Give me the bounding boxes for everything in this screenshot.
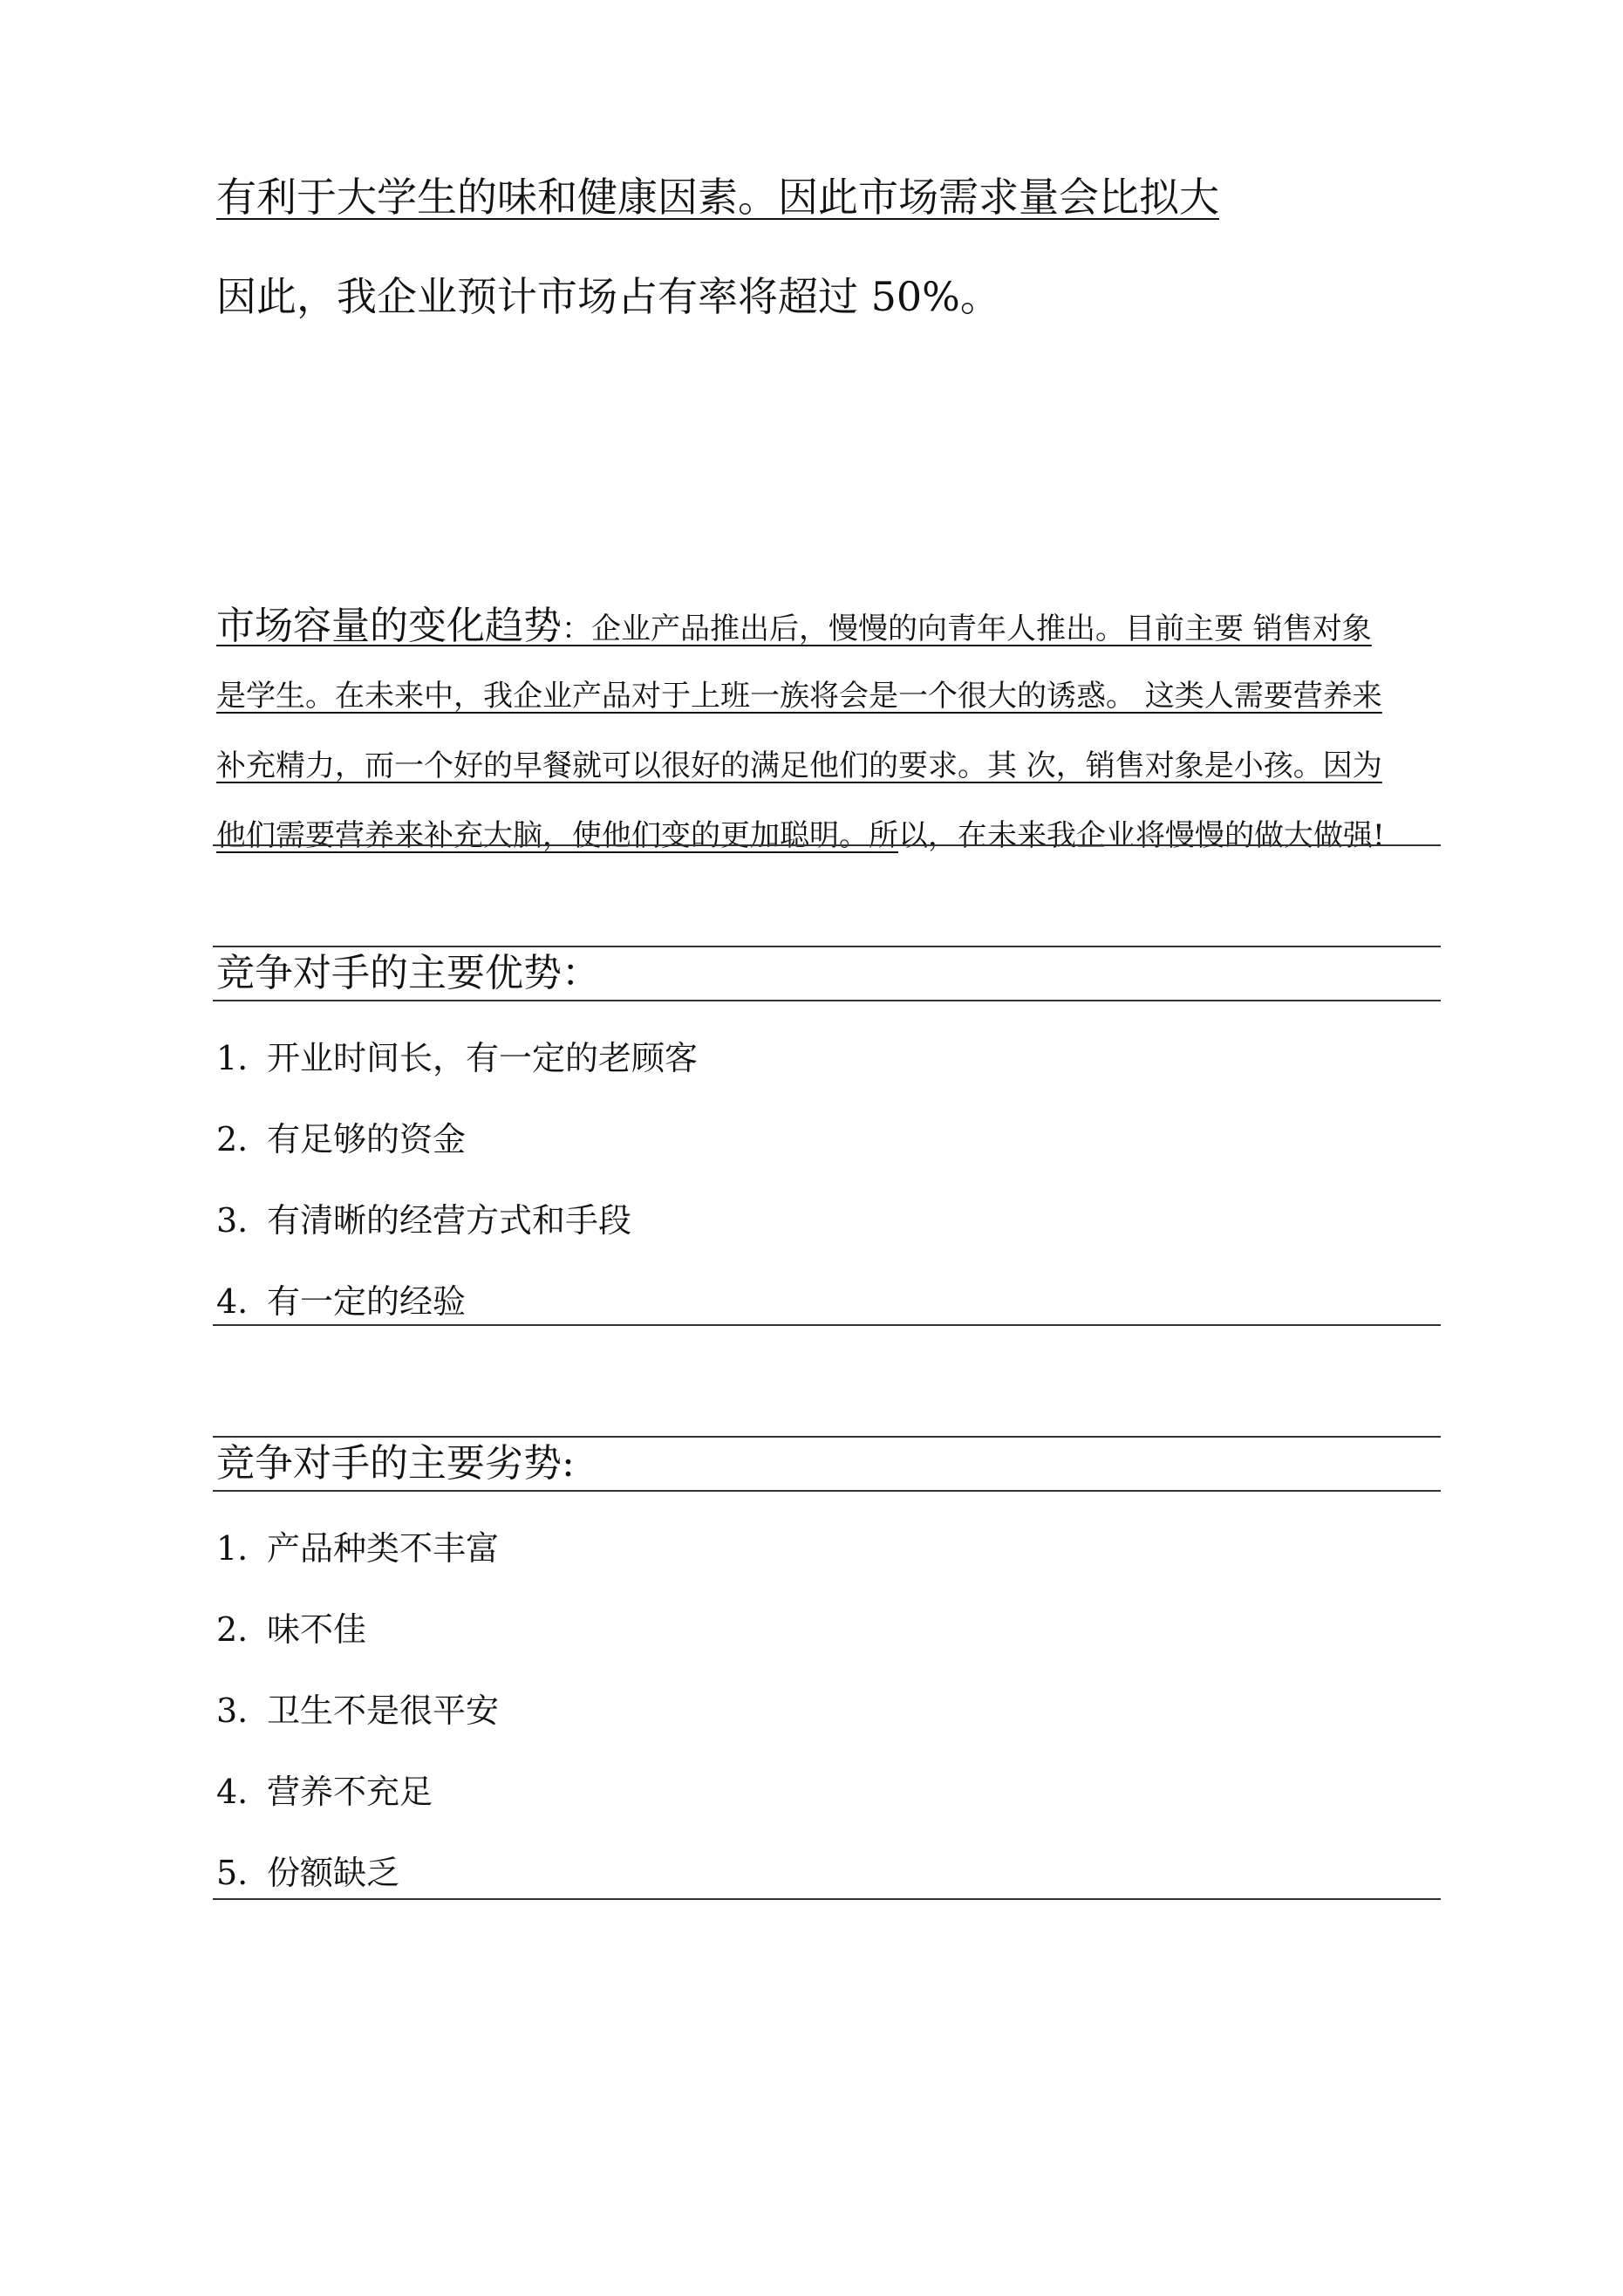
market-trend-heading: 市场容量的变化趋势	[216, 604, 562, 648]
advantages-title-divider	[213, 1000, 1441, 1001]
advantages-title: 竞争对手的主要优势：	[216, 951, 600, 995]
advantages-item-3-num: 3.	[216, 1201, 249, 1240]
disadvantages-item-2-text: 味不佳	[267, 1610, 367, 1649]
market-trend-paragraph	[216, 591, 1437, 871]
disadvantages-title-divider	[213, 1490, 1441, 1492]
market-trend-row-4	[216, 801, 1437, 871]
disadvantages-item-2-num: 2.	[216, 1610, 249, 1649]
advantages-item-2-text: 有足够的资金	[267, 1120, 467, 1158]
disadvantages-item-5-text: 份额缺乏	[267, 1854, 400, 1892]
disadvantages-item-5-num: 5.	[216, 1854, 249, 1892]
disadvantages-item-2	[216, 1606, 366, 1653]
intro-line-1: 有利于大学生的味和健康因素。因此市场需求量会比拟大	[216, 174, 1219, 221]
disadvantages-bottom-divider	[213, 1898, 1441, 1900]
market-trend-row-3	[216, 731, 1437, 801]
disadvantages-item-1-num: 1.	[216, 1529, 249, 1568]
market-trend-row-2	[216, 661, 1437, 731]
advantages-item-1-text: 开业时间长，有一定的老顾客	[267, 1039, 699, 1077]
disadvantages-item-4-num: 4.	[216, 1773, 249, 1811]
advantages-item-1	[216, 1035, 698, 1082]
market-trend-row-4-text: 他们需要营养来补充大脑，使他们变的更加聪明。所	[216, 818, 898, 853]
advantages-item-1-num: 1.	[216, 1039, 249, 1077]
market-trend-row-1-body: ：企业产品推出后，慢慢的向青年人推出。目前主要 销售对象	[562, 612, 1372, 646]
market-trend-row-1-text	[216, 591, 1372, 664]
disadvantages-title: 竞争对手的主要劣势:	[216, 1441, 575, 1486]
disadvantages-item-3-num: 3.	[216, 1691, 249, 1730]
market-trend-row-4-tail: 以，在未来我企业将慢慢的做大做强!	[898, 818, 1385, 853]
disadvantages-item-4	[216, 1768, 433, 1815]
market-trend-row-1	[216, 591, 1437, 661]
disadvantages-item-3-text: 卫生不是很平安	[267, 1691, 500, 1730]
market-trend-divider	[213, 844, 1441, 846]
advantages-bottom-divider	[213, 1324, 1441, 1326]
advantages-item-2-num: 2.	[216, 1120, 249, 1158]
disadvantages-item-1	[216, 1525, 499, 1572]
advantages-item-3-text: 有清晰的经营方式和手段	[267, 1201, 632, 1240]
disadvantages-item-3	[216, 1687, 499, 1734]
market-trend-row-2-text: 是学生。在未来中，我企业产品对于上班一族将会是一个很大的诱惑。 这类人需要营养来	[216, 679, 1382, 714]
disadvantages-item-1-text: 产品种类不丰富	[267, 1529, 500, 1568]
advantages-item-4-text: 有一定的经验	[267, 1282, 467, 1321]
intro-line-2: 因此，我企业预计市场占有率将超过 50%。	[216, 273, 1000, 320]
disadvantages-item-5	[216, 1849, 399, 1896]
advantages-item-4	[216, 1278, 466, 1325]
advantages-item-2	[216, 1116, 466, 1163]
advantages-item-4-num: 4.	[216, 1282, 249, 1321]
advantages-item-3	[216, 1197, 631, 1244]
disadvantages-item-4-text: 营养不充足	[267, 1773, 433, 1811]
market-trend-row-3-text: 补充精力，而一个好的早餐就可以很好的满足他们的要求。其 次，销售对象是小孩。因为	[216, 748, 1382, 783]
